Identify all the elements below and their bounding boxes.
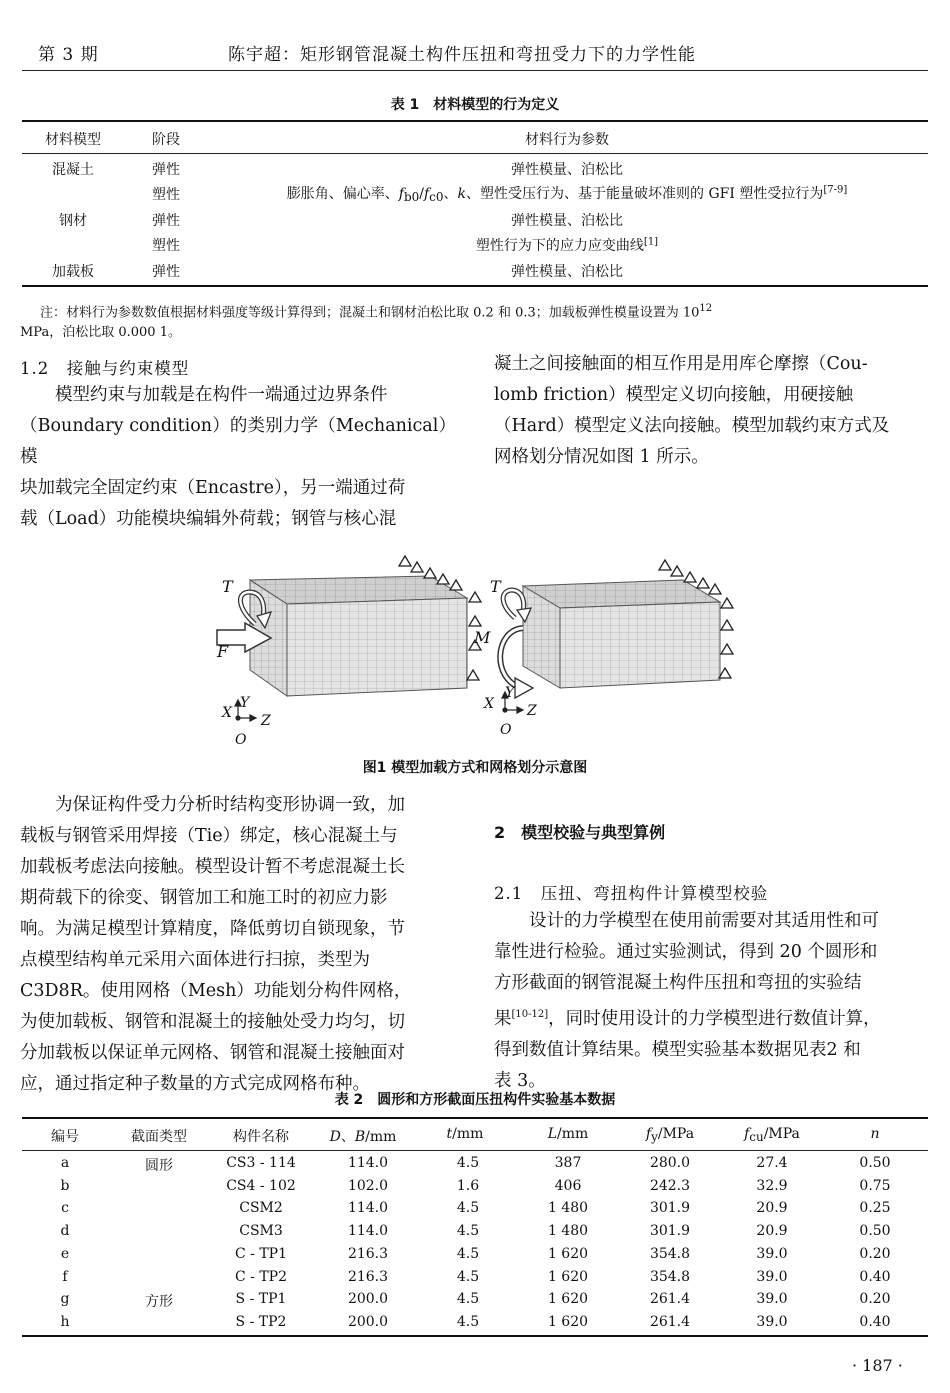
table2-cell: 354.8 bbox=[649, 1268, 691, 1285]
table2-cell: 4.5 bbox=[456, 1155, 480, 1171]
table2-cell: 方形 bbox=[145, 1294, 173, 1311]
table2-cell: CS3 - 114 bbox=[226, 1155, 296, 1171]
section-2-1-text: 设计的力学模型在使用前需要对其适用性和可 靠性进行检验。通过实验测试，得到 20 个圆形和 方形截面的钢管混凝土构件压扭和弯扭的实验结 果[10-12]，同时使用设计的力学模型进行数值计算， 得到数值计算结果。模型实验基本数据见表2 和 表 3。 bbox=[494, 911, 881, 1091]
table2-cell: 4.5 bbox=[456, 1200, 480, 1217]
table2-cell: 1 620 bbox=[547, 1313, 589, 1330]
table2-cell: 0.20 bbox=[859, 1291, 891, 1308]
table2-cell: 1 480 bbox=[547, 1223, 589, 1240]
table2-cell: 4.5 bbox=[456, 1313, 480, 1330]
table1-cell: 弹性 bbox=[152, 264, 180, 280]
label-torque-left: T bbox=[222, 577, 233, 596]
table2-col-n: n bbox=[870, 1126, 880, 1142]
right-specimen bbox=[523, 580, 720, 688]
label-moment-right: M bbox=[474, 628, 491, 647]
header-rule bbox=[22, 70, 928, 71]
label-o-right: O bbox=[500, 722, 512, 738]
table2-cell: 0.25 bbox=[859, 1200, 891, 1217]
table2-header-rule bbox=[22, 1150, 928, 1151]
table2-cell: 200.0 bbox=[347, 1313, 389, 1330]
label-torque-right: T bbox=[490, 577, 501, 596]
figure1-diagram bbox=[205, 548, 745, 753]
table1-cell: 塑性 bbox=[152, 238, 180, 254]
page-number: · 187 · bbox=[852, 1356, 903, 1375]
table2-cell: 0.50 bbox=[859, 1223, 891, 1240]
table2-cell: 20.9 bbox=[756, 1223, 788, 1240]
table2-cell: b bbox=[60, 1177, 70, 1194]
label-z-left: Z bbox=[261, 713, 271, 729]
table2-cell: CSM2 bbox=[239, 1200, 283, 1217]
table1-top-rule bbox=[22, 120, 928, 122]
table2-col-id: 编号 bbox=[51, 1129, 79, 1145]
table2-cell: 1.6 bbox=[456, 1177, 480, 1194]
label-z-right: Z bbox=[527, 703, 537, 719]
label-y-left: Y bbox=[240, 695, 250, 711]
table2-cell: 39.0 bbox=[756, 1245, 788, 1262]
table2-cell: C - TP2 bbox=[234, 1268, 288, 1285]
table1-cell-plastic-params: 膨胀角、偏心率、fb0/fc0、k、塑性受压行为、基于能量破坏准则的 GFI 塑性受拉行为[7-9] bbox=[286, 184, 848, 204]
table2-col-l: L/mm bbox=[547, 1126, 589, 1142]
table2-cell: CS4 - 102 bbox=[226, 1177, 296, 1194]
table1-col-params: 材料行为参数 bbox=[525, 132, 609, 148]
table2-cell: 0.50 bbox=[859, 1155, 891, 1171]
table2-col-fcu: fcu/MPa bbox=[744, 1126, 800, 1144]
journal-issue: 第 3 期 bbox=[38, 45, 99, 65]
left-specimen bbox=[250, 576, 467, 696]
table2-cell: c bbox=[61, 1200, 69, 1217]
table2-cell: 0.40 bbox=[859, 1313, 891, 1330]
table2-cell: a bbox=[60, 1155, 70, 1171]
table1-cell: 弹性模量、泊松比 bbox=[511, 264, 623, 280]
table2-cell: 27.4 bbox=[756, 1155, 788, 1171]
label-x-right: X bbox=[484, 696, 494, 712]
table2-cell: 1 620 bbox=[547, 1268, 589, 1285]
table2-cell: C - TP1 bbox=[234, 1245, 288, 1262]
table2-cell: 301.9 bbox=[649, 1223, 691, 1240]
table2-bottom-rule bbox=[22, 1335, 928, 1337]
table1-bottom-rule bbox=[22, 285, 928, 287]
label-x-left: X bbox=[222, 705, 232, 721]
table1-note-cont: MPa，泊松比取 0.000 1。 bbox=[20, 325, 181, 340]
table2-cell: 261.4 bbox=[649, 1313, 691, 1330]
table2-cell: 261.4 bbox=[649, 1291, 691, 1308]
table2-cell: 242.3 bbox=[649, 1177, 691, 1194]
table2-cell: d bbox=[60, 1223, 70, 1240]
table2-top-rule bbox=[22, 1117, 928, 1119]
table1-cell: 弹性 bbox=[152, 213, 180, 229]
table2-col-section: 截面类型 bbox=[131, 1129, 187, 1145]
body-left-text: 为保证构件受力分析时结构变形协调一致，加 载板与钢管采用焊接（Tie）绑定，核心混凝土与 加载板考虑法向接触。模型设计暂不考虑混凝土长 期荷载下的徐变、钢管加工和施工时的初应力影 响。为满足模型计算精度，降低剪切自锁现象，节 点模型结构单元采用六面体进行扫掠，类型为 C3D8R。使用网格（Mesh）功能划分构件网格， 为使加载板、钢管和混凝土的接触处受力均匀，切 分加载板以保证单元网格、钢管和混凝土接触面对 应，通过指定种子数量的方式完成网格布种。 bbox=[20, 795, 412, 1094]
table1-cell: 加载板 bbox=[52, 264, 94, 280]
label-force-left: F bbox=[217, 642, 229, 661]
section-2-heading: 2 模型校验与典型算例 bbox=[494, 823, 666, 842]
label-o-left: O bbox=[235, 732, 247, 748]
table1-cell: 塑性行为下的应力应变曲线[1] bbox=[475, 236, 659, 254]
table2-cell: S - TP1 bbox=[235, 1291, 287, 1308]
table2-cell: 圆形 bbox=[145, 1158, 173, 1174]
table2-caption: 表 2 圆形和方形截面压扭构件实验基本数据 bbox=[334, 1092, 616, 1108]
table1-cell: 弹性 bbox=[152, 162, 180, 178]
table2-cell: 1 620 bbox=[547, 1245, 589, 1262]
section-1-2-heading: 1.2 接触与约束模型 bbox=[20, 359, 190, 378]
table2-cell: 0.75 bbox=[859, 1177, 891, 1194]
table2-cell: CSM3 bbox=[239, 1223, 283, 1240]
table2-cell: 406 bbox=[554, 1177, 582, 1194]
table2-col-t: t/mm bbox=[446, 1126, 484, 1142]
table2-cell: 20.9 bbox=[756, 1200, 788, 1217]
section-2-1-heading: 2.1 压扭、弯扭构件计算模型校验 bbox=[494, 884, 769, 903]
table2-cell: 39.0 bbox=[756, 1313, 788, 1330]
table2-cell: 387 bbox=[554, 1155, 582, 1171]
table1-cell: 混凝土 bbox=[52, 162, 94, 178]
table2-cell: e bbox=[60, 1245, 70, 1262]
table2-cell: 301.9 bbox=[649, 1200, 691, 1217]
table1-cell: 弹性模量、泊松比 bbox=[511, 213, 623, 229]
section-1-2-right-text: 凝土之间接触面的相互作用是用库仑摩擦（Cou- lomb friction）模型定义切向接触，用硬接触 （Hard）模型定义法向接触。模型加载约束方式及 网格划分情况如图 1 所示。 bbox=[494, 354, 890, 467]
table2-cell: 0.20 bbox=[859, 1245, 891, 1262]
table1-col-material: 材料模型 bbox=[45, 132, 101, 148]
table1-caption: 表 1 材料模型的行为定义 bbox=[390, 97, 560, 113]
table2-cell: 114.0 bbox=[347, 1223, 389, 1240]
table2-cell: 4.5 bbox=[456, 1223, 480, 1240]
table2-cell: 1 620 bbox=[547, 1291, 589, 1308]
table2-cell: 114.0 bbox=[347, 1200, 389, 1217]
table1-col-stage: 阶段 bbox=[152, 132, 180, 148]
label-y-right: Y bbox=[505, 685, 515, 701]
table2-cell: 4.5 bbox=[456, 1268, 480, 1285]
table2-cell: 280.0 bbox=[649, 1155, 691, 1171]
table1-note: 注：材料行为参数数值根据材料强度等级计算得到；混凝土和钢材泊松比取 0.2 和 0.3；加载板弹性模量设置为 $10^{12}$ bbox=[40, 303, 713, 321]
table2-cell: 114.0 bbox=[347, 1155, 389, 1171]
table2-col-db: D、B/mm bbox=[329, 1129, 397, 1145]
section-1-2-left-text: 模型约束与加载是在构件一端通过边界条件 （Boundary condition）的类别力学（Mechanical）模 块加载完全固定约束（Encastre），另一端通过荷 载（Load）功能模块编辑外荷载；钢管与核心混 bbox=[20, 385, 456, 529]
running-title: 陈宇超：矩形钢管混凝土构件压扭和弯扭受力下的力学性能 bbox=[228, 45, 696, 65]
table2-cell: 0.40 bbox=[859, 1268, 891, 1285]
table1-header-rule bbox=[22, 153, 928, 154]
table1-cell: 钢材 bbox=[59, 213, 87, 229]
table2-cell: 102.0 bbox=[347, 1177, 389, 1194]
table2-cell: 39.0 bbox=[756, 1268, 788, 1285]
moment-arrow-right bbox=[500, 628, 523, 688]
table2-cell: g bbox=[60, 1291, 70, 1308]
table2-cell: 354.8 bbox=[649, 1245, 691, 1262]
table2-cell: 39.0 bbox=[756, 1291, 788, 1308]
table1-cell: 弹性模量、泊松比 bbox=[511, 162, 623, 178]
table2-col-name: 构件名称 bbox=[233, 1129, 289, 1145]
table2-cell: 216.3 bbox=[347, 1245, 389, 1262]
table2-cell: S - TP2 bbox=[235, 1313, 287, 1330]
table2-cell: 216.3 bbox=[347, 1268, 389, 1285]
table2-cell: 32.9 bbox=[756, 1177, 788, 1194]
table2-col-fy: fy/MPa bbox=[645, 1126, 695, 1144]
table2-cell: h bbox=[60, 1313, 70, 1330]
table2-cell: f bbox=[62, 1268, 68, 1285]
table2-cell: 200.0 bbox=[347, 1291, 389, 1308]
table2-cell: 4.5 bbox=[456, 1245, 480, 1262]
table2-cell: 4.5 bbox=[456, 1291, 480, 1308]
figure1-caption: 图1 模型加载方式和网格划分示意图 bbox=[362, 760, 588, 776]
table2-cell: 1 480 bbox=[547, 1200, 589, 1217]
table1-cell: 塑性 bbox=[152, 187, 180, 203]
